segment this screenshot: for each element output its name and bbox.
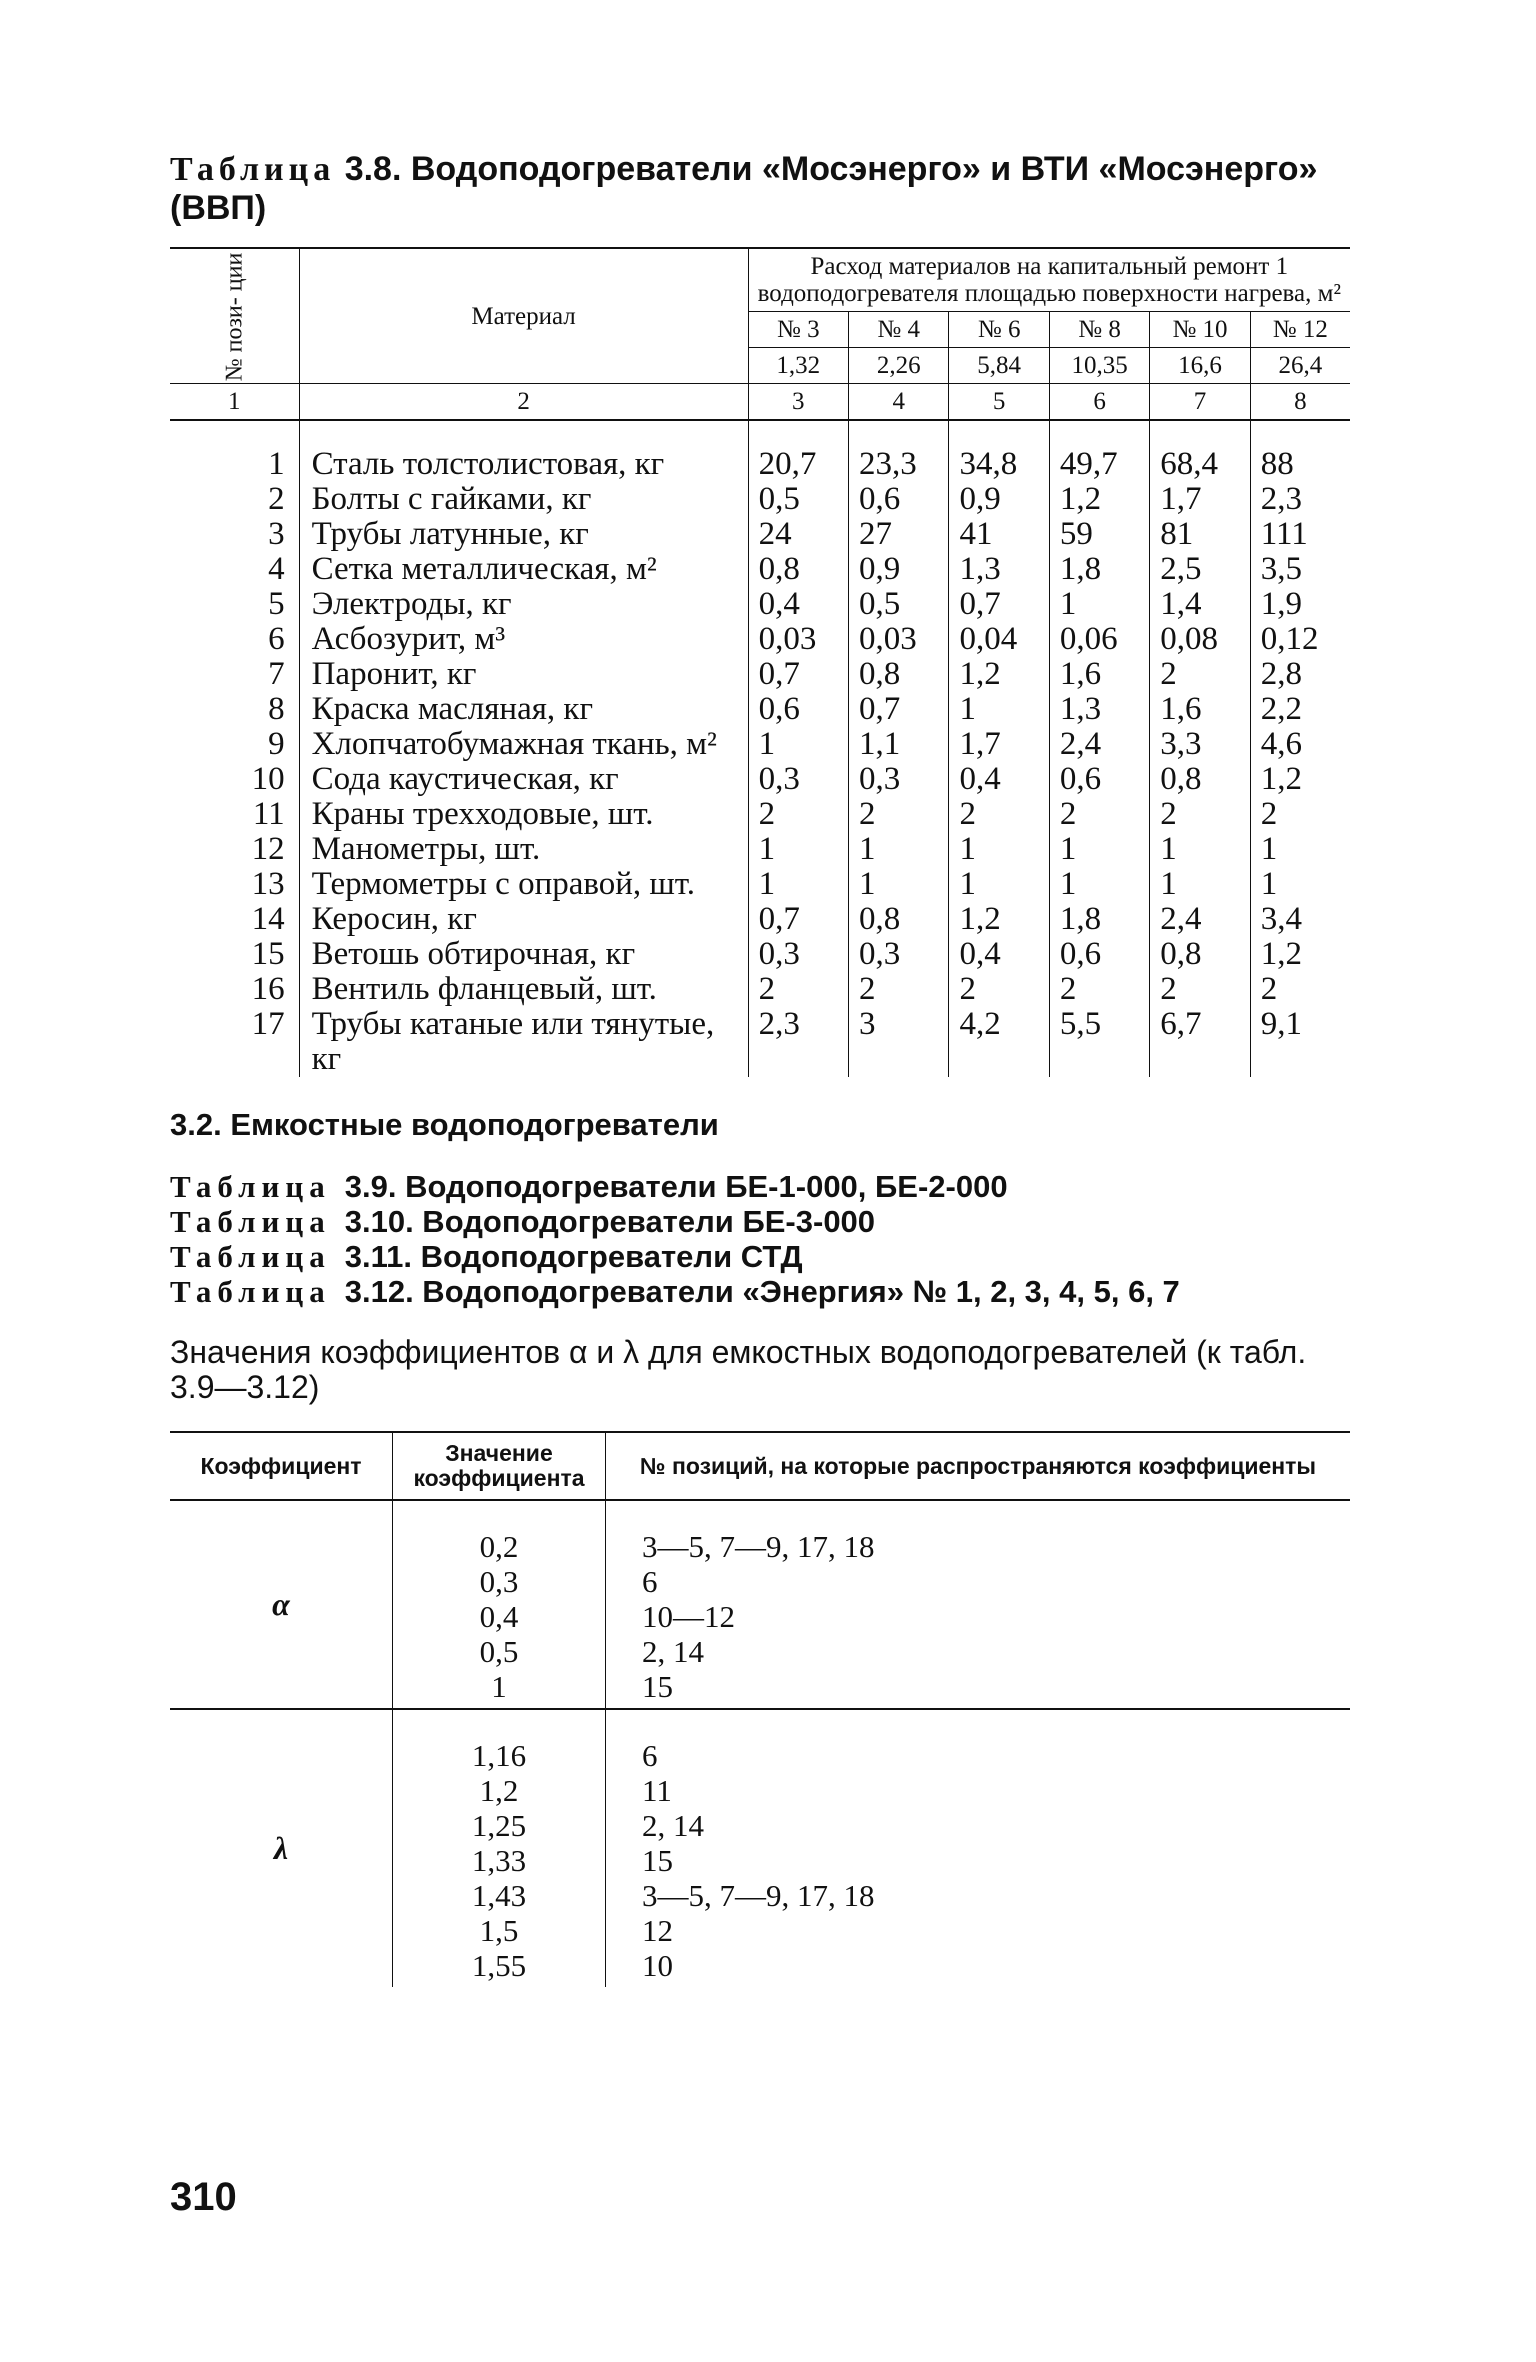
coef-position: 2, 14: [642, 1634, 704, 1669]
row-value: 0,7: [949, 587, 1049, 622]
table-list-item: [170, 1169, 1350, 1204]
row-value: 1: [1049, 587, 1149, 622]
row-material: Сода каустическая, кг: [299, 762, 748, 797]
row-value: 0,8: [1150, 762, 1250, 797]
row-value: 4,6: [1260, 726, 1302, 762]
row-value: 2: [1150, 657, 1250, 692]
row-value: 3,3: [1150, 727, 1250, 762]
row-value: 20,7: [748, 420, 848, 482]
row-value: 0,7: [748, 902, 848, 937]
row-value: 3,5: [1260, 551, 1302, 587]
row-position: 1: [170, 420, 299, 482]
row-value: 3: [849, 1007, 949, 1077]
header-model: № 12: [1250, 312, 1350, 348]
coef-positions: [606, 1500, 1351, 1709]
row-value: 0,5: [748, 482, 848, 517]
table-row: [170, 727, 1350, 762]
coef-position: 15: [642, 1669, 673, 1704]
row-value: 1,1: [849, 727, 949, 762]
coef-value: 0,4: [479, 1599, 519, 1634]
row-material: Паронит, кг: [299, 657, 748, 692]
row-value: 1,7: [949, 727, 1049, 762]
row-position: 3: [170, 517, 299, 552]
row-value: 0,06: [1049, 622, 1149, 657]
table-list-title: 3.11. Водоподогреватели СТД: [344, 1239, 803, 1274]
header-model: № 3: [748, 312, 848, 348]
header-model: № 4: [849, 312, 949, 348]
header-area: 16,6: [1150, 348, 1250, 384]
table-list-title: 3.9. Водоподогреватели БЕ-1-000, БЕ-2-000: [344, 1169, 1008, 1204]
header-material: Материал: [299, 248, 748, 384]
row-value: 0,12: [1260, 621, 1319, 657]
table-row: [170, 832, 1350, 867]
row-position: 12: [170, 832, 299, 867]
row-value: 2,4: [1049, 727, 1149, 762]
coef-values: [393, 1709, 606, 1987]
section-title: 3.2. Емкостные водоподогреватели: [170, 1107, 719, 1142]
coef-value: 1,43: [471, 1878, 527, 1913]
row-position: 17: [170, 1007, 299, 1077]
coef-symbol: λ: [170, 1709, 393, 1987]
row-material: Сталь толстолистовая, кг: [299, 420, 748, 482]
coef-position: 10: [642, 1948, 673, 1983]
row-value: 1,2: [1049, 482, 1149, 517]
row-value: 0,03: [849, 622, 949, 657]
row-position: 4: [170, 552, 299, 587]
column-number: 5: [949, 384, 1049, 421]
table-row: [170, 937, 1350, 972]
row-value: 0,04: [949, 622, 1049, 657]
row-value: 1,3: [1049, 692, 1149, 727]
row-value: 1,2: [1260, 936, 1302, 972]
caption-word: Таблица: [170, 151, 336, 188]
coef-value: 1,5: [479, 1913, 519, 1948]
row-material: Сетка металлическая, м²: [299, 552, 748, 587]
coef-positions: [606, 1709, 1351, 1987]
row-position: 6: [170, 622, 299, 657]
row-material: Краска масляная, кг: [299, 692, 748, 727]
coef-value: 1,33: [471, 1843, 527, 1878]
header-model: № 10: [1150, 312, 1250, 348]
row-position: 11: [170, 797, 299, 832]
row-position: 5: [170, 587, 299, 622]
row-value: 81: [1150, 517, 1250, 552]
row-value: 3,4: [1260, 901, 1302, 937]
row-value: 1,2: [949, 657, 1049, 692]
row-material: Хлопчатобумажная ткань, м²: [299, 727, 748, 762]
row-value: 6,7: [1150, 1007, 1250, 1077]
header-position: № пози- ции: [170, 248, 299, 384]
table-list-title: 3.12. Водоподогреватели «Энергия» № 1, 2, 3, 4, 5, 6, 7: [344, 1274, 1180, 1309]
header-value: Значение коэффициента: [393, 1432, 606, 1500]
header-positions: № позиций, на которые распространяются коэффициенты: [606, 1432, 1351, 1500]
row-value: 1: [748, 727, 848, 762]
row-material: Вентиль фланцевый, шт.: [299, 972, 748, 1007]
coef-value: 1: [491, 1669, 507, 1704]
coef-position: 6: [642, 1564, 658, 1599]
coef-value: 0,5: [479, 1634, 519, 1669]
header-area: 1,32: [748, 348, 848, 384]
table-list-word: Таблица: [170, 1239, 331, 1274]
table-list-word: Таблица: [170, 1204, 331, 1239]
row-material: Керосин, кг: [299, 902, 748, 937]
coef-position: 12: [642, 1913, 673, 1948]
row-value: 9,1: [1260, 1006, 1302, 1042]
row-material: Трубы латунные, кг: [299, 517, 748, 552]
row-value: 68,4: [1150, 420, 1250, 482]
page-number: 310: [170, 2175, 237, 2219]
row-value: 0,6: [1049, 762, 1149, 797]
table-row: [170, 420, 1350, 482]
coef-position: 3—5, 7—9, 17, 18: [642, 1529, 875, 1564]
table-row: [170, 1007, 1350, 1077]
row-position: 14: [170, 902, 299, 937]
coefficient-table: [170, 1431, 1350, 1987]
row-position: 10: [170, 762, 299, 797]
row-value: 1: [949, 692, 1049, 727]
coef-group: [170, 1500, 1350, 1709]
row-value: 1: [949, 832, 1049, 867]
coef-position: 10—12: [642, 1599, 735, 1634]
row-position: 7: [170, 657, 299, 692]
row-material: Ветошь обтирочная, кг: [299, 937, 748, 972]
row-value: 88: [1260, 446, 1294, 482]
row-value: 1: [849, 832, 949, 867]
row-value: 1: [949, 867, 1049, 902]
row-material: Болты с гайками, кг: [299, 482, 748, 517]
row-value: 1: [1260, 831, 1278, 867]
row-value: 2: [1049, 797, 1149, 832]
coef-note: Значения коэффициентов α и λ для емкостных водоподогревателей (к табл. 3.9—3.12): [170, 1334, 1307, 1405]
row-value: 0,6: [1049, 937, 1149, 972]
row-value: 2: [1150, 972, 1250, 1007]
row-position: 13: [170, 867, 299, 902]
row-value: 2: [849, 797, 949, 832]
header-area: 26,4: [1250, 348, 1350, 384]
row-value: 0,8: [1150, 937, 1250, 972]
table-list-title: 3.10. Водоподогреватели БЕ-3-000: [344, 1204, 876, 1239]
row-value: 0,9: [949, 482, 1049, 517]
row-value: 1: [1049, 867, 1149, 902]
coef-value: 1,55: [471, 1948, 527, 1983]
row-position: 2: [170, 482, 299, 517]
row-value: 1,6: [1150, 692, 1250, 727]
table-row: [170, 482, 1350, 517]
row-value: 0,03: [748, 622, 848, 657]
row-position: 9: [170, 727, 299, 762]
row-value: 1,7: [1150, 482, 1250, 517]
header-area: 5,84: [949, 348, 1049, 384]
row-value: 23,3: [849, 420, 949, 482]
table-row: [170, 972, 1350, 1007]
coef-value: 0,3: [479, 1564, 519, 1599]
row-material: Электроды, кг: [299, 587, 748, 622]
coef-value: 1,2: [479, 1773, 519, 1808]
row-value: 2,4: [1150, 902, 1250, 937]
row-material: Краны трехходовые, шт.: [299, 797, 748, 832]
coef-position: 6: [642, 1738, 658, 1773]
row-value: 1,3: [949, 552, 1049, 587]
table-list: [170, 1169, 1350, 1309]
row-value: 0,6: [748, 692, 848, 727]
column-number: 8: [1250, 384, 1350, 421]
coef-values: [393, 1500, 606, 1709]
column-number: 2: [299, 384, 748, 421]
table-3-8-caption: [170, 150, 1350, 227]
row-position: 16: [170, 972, 299, 1007]
row-value: 0,6: [849, 482, 949, 517]
row-position: 15: [170, 937, 299, 972]
row-value: 1,8: [1049, 902, 1149, 937]
header-area: 2,26: [849, 348, 949, 384]
table-list-item: [170, 1239, 1350, 1274]
table-row: [170, 762, 1350, 797]
row-value: 2: [748, 797, 848, 832]
table-list-word: Таблица: [170, 1274, 331, 1309]
row-value: 0,3: [849, 937, 949, 972]
coef-symbol: α: [272, 1586, 290, 1622]
row-value: 0,5: [849, 587, 949, 622]
header-model: № 6: [949, 312, 1049, 348]
row-value: 1,8: [1049, 552, 1149, 587]
row-value: 0,3: [849, 762, 949, 797]
table-row: [170, 587, 1350, 622]
row-value: 0,8: [849, 657, 949, 692]
row-value: 59: [1049, 517, 1149, 552]
row-value: 1: [849, 867, 949, 902]
row-value: 2,8: [1260, 656, 1302, 692]
header-coefficient: Коэффициент: [170, 1432, 393, 1500]
row-value: 49,7: [1049, 420, 1149, 482]
row-value: 111: [1260, 516, 1308, 552]
table-row: [170, 797, 1350, 832]
page-content: [170, 150, 1350, 1987]
row-value: 0,7: [748, 657, 848, 692]
row-value: 34,8: [949, 420, 1049, 482]
row-value: 2: [1260, 796, 1278, 832]
table-list-item: [170, 1274, 1350, 1309]
row-position: 8: [170, 692, 299, 727]
row-value: 0,4: [949, 937, 1049, 972]
row-value: 41: [949, 517, 1049, 552]
column-number: 1: [170, 384, 299, 421]
coef-group: [170, 1709, 1350, 1987]
row-value: 0,3: [748, 762, 848, 797]
coef-value: 1,16: [471, 1738, 527, 1773]
caption-text: 3.8. Водоподогреватели «Мосэнерго» и ВТИ «Мосэнерго» (ВВП): [170, 150, 1318, 227]
column-number: 7: [1150, 384, 1250, 421]
row-material: Термометры с оправой, шт.: [299, 867, 748, 902]
row-value: 1: [1260, 866, 1278, 902]
table-row: [170, 552, 1350, 587]
header-area: 10,35: [1049, 348, 1149, 384]
coef-value: 0,2: [479, 1529, 519, 1564]
coef-value: 1,25: [471, 1808, 527, 1843]
row-value: 1: [748, 832, 848, 867]
header-model: № 8: [1049, 312, 1149, 348]
row-value: 4,2: [949, 1007, 1049, 1077]
coef-position: 15: [642, 1843, 673, 1878]
row-value: 1: [1150, 832, 1250, 867]
row-value: 0,08: [1150, 622, 1250, 657]
coef-position: 11: [642, 1773, 672, 1808]
row-value: 2,5: [1150, 552, 1250, 587]
row-value: 1,9: [1260, 586, 1302, 622]
row-value: 2: [949, 797, 1049, 832]
table-row: [170, 517, 1350, 552]
coef-position: 3—5, 7—9, 17, 18: [642, 1878, 875, 1913]
row-value: 1,4: [1150, 587, 1250, 622]
row-value: 2: [748, 972, 848, 1007]
row-value: 0,8: [849, 902, 949, 937]
materials-table: [170, 247, 1350, 1077]
column-number: 4: [849, 384, 949, 421]
row-value: 2,3: [748, 1007, 848, 1077]
row-value: 2: [849, 972, 949, 1007]
row-value: 2: [1260, 971, 1278, 1007]
row-value: 0,9: [849, 552, 949, 587]
row-material: Трубы катаные или тянутые, кг: [299, 1007, 748, 1077]
row-material: Асбозурит, м³: [299, 622, 748, 657]
row-value: 1: [748, 867, 848, 902]
table-list-word: Таблица: [170, 1169, 331, 1204]
row-value: 1: [1049, 832, 1149, 867]
table-row: [170, 692, 1350, 727]
table-row: [170, 622, 1350, 657]
column-number: 6: [1049, 384, 1149, 421]
row-value: 2,3: [1260, 481, 1302, 517]
coef-position: 2, 14: [642, 1808, 704, 1843]
row-value: 1,2: [1260, 761, 1302, 797]
row-value: 0,4: [949, 762, 1049, 797]
row-value: 2: [1150, 797, 1250, 832]
table-list-item: [170, 1204, 1350, 1239]
row-value: 1,2: [949, 902, 1049, 937]
row-value: 2: [949, 972, 1049, 1007]
table-row: [170, 902, 1350, 937]
row-value: 2: [1049, 972, 1149, 1007]
row-value: 0,8: [748, 552, 848, 587]
row-value: 0,3: [748, 937, 848, 972]
row-value: 0,4: [748, 587, 848, 622]
row-value: 0,7: [849, 692, 949, 727]
table-row: [170, 867, 1350, 902]
row-value: 1: [1150, 867, 1250, 902]
row-value: 27: [849, 517, 949, 552]
row-value: 5,5: [1049, 1007, 1149, 1077]
column-number: 3: [748, 384, 848, 421]
header-consumption: Расход материалов на капитальный ремонт 1 водоподогревателя площадью поверхности нагрева, м²: [748, 248, 1350, 312]
row-value: 2,2: [1260, 691, 1302, 727]
row-value: 1,6: [1049, 657, 1149, 692]
row-material: Манометры, шт.: [299, 832, 748, 867]
row-value: 24: [748, 517, 848, 552]
table-row: [170, 657, 1350, 692]
